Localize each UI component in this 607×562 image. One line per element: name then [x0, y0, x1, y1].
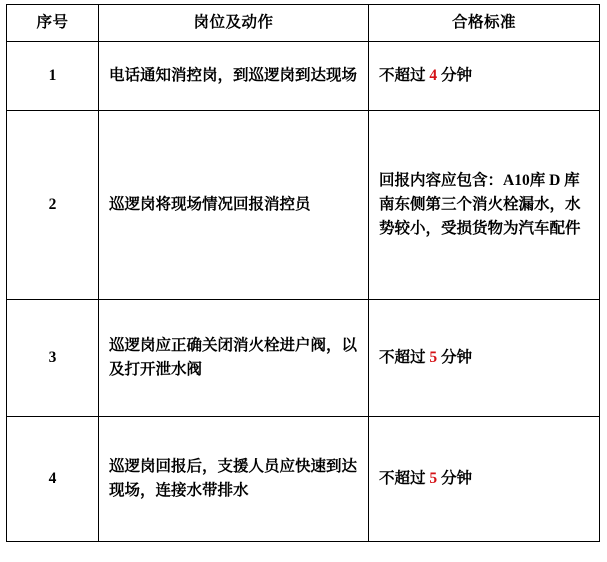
row-standard-text: 回报内容应包含：A10库 D 库南东侧第三个消火栓漏水，水势较小，受损货物为汽车配件 [369, 111, 600, 300]
standard-number: 5 [429, 349, 438, 366]
standard-suffix: 分钟 [437, 470, 473, 487]
table-body [7, 42, 600, 542]
column-header-sequence: 序号 [7, 5, 99, 42]
row-action-text: 电话通知消控岗，到巡逻岗到达现场 [99, 42, 369, 111]
row-standard-text [369, 417, 600, 542]
row-action-text: 巡逻岗回报后，支援人员应快速到达现场，连接水带排水 [99, 417, 369, 542]
standard-number: 5 [429, 470, 438, 487]
row-sequence-number: 1 [7, 42, 99, 111]
standard-suffix: 分钟 [437, 349, 473, 366]
row-action-text: 巡逻岗应正确关闭消火栓进户阀，以及打开泄水阀 [99, 300, 369, 417]
standard-prefix: 不超过 [379, 470, 430, 487]
standard-prefix: 不超过 [379, 349, 430, 366]
table-header-row [7, 5, 600, 42]
standard-prefix: 不超过 [379, 67, 430, 84]
standard-suffix: 分钟 [437, 67, 473, 84]
row-action-text: 巡逻岗将现场情况回报消控员 [99, 111, 369, 300]
table-row [7, 300, 600, 417]
procedure-table [6, 4, 600, 542]
table-header [7, 5, 600, 42]
table-row [7, 42, 600, 111]
table-row [7, 111, 600, 300]
row-standard-text [369, 300, 600, 417]
column-header-action: 岗位及动作 [99, 5, 369, 42]
row-standard-text [369, 42, 600, 111]
table-row [7, 417, 600, 542]
column-header-standard: 合格标准 [369, 5, 600, 42]
row-sequence-number: 2 [7, 111, 99, 300]
standard-number: 4 [429, 67, 438, 84]
row-sequence-number: 4 [7, 417, 99, 542]
row-sequence-number: 3 [7, 300, 99, 417]
